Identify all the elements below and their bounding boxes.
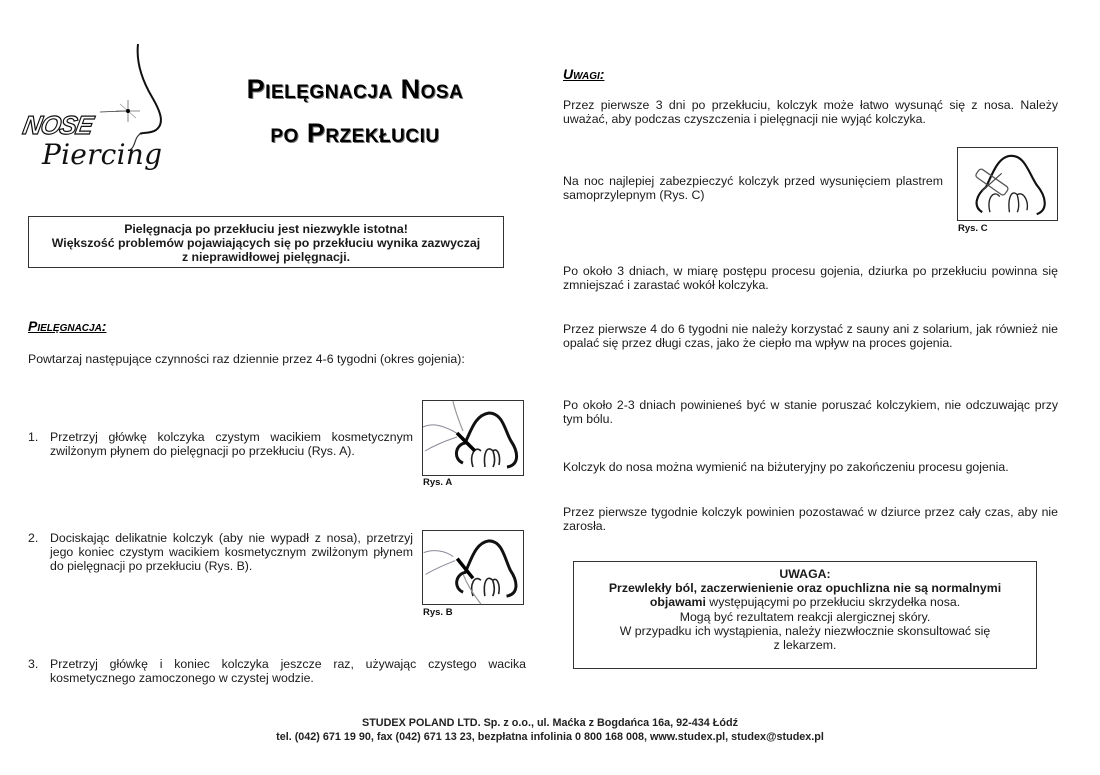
warning-bold-word: objawami xyxy=(649,595,706,610)
footer-contact-line: tel. (042) 671 19 90, fax (042) 671 13 23, bezpłatna infolinia 0 800 168 008, www.studex.pl, studex@studex.pl xyxy=(276,731,824,743)
important-line-1: Pielęgnacja po przekłuciu jest niezwykle istotna! xyxy=(124,222,408,236)
step-number: 2. xyxy=(28,531,39,545)
footer-address: STUDEX POLAND LTD. Sp. z o.o., ul. Maćka z Bogdańca 16a, 92-434 Łódź xyxy=(362,717,738,729)
warning-line-3: Mogą być rezultatem reakcji alergicznej skóry. xyxy=(679,609,931,624)
nose-piercing-logo xyxy=(20,42,180,172)
logo-piercing-text: Piercing xyxy=(42,138,162,171)
care-step xyxy=(28,657,526,685)
important-notice-box xyxy=(28,216,504,268)
warning-line-2 xyxy=(574,595,1036,609)
notes-heading: Uwagi: xyxy=(563,66,605,82)
step-text: Przetrzyj główkę i koniec kolczyka jeszcze raz, używając czystego wacika kosmetycznego zamoczonego w czystej wodzie. xyxy=(50,657,526,685)
step-number: 3. xyxy=(28,657,39,671)
footer-contact xyxy=(150,716,950,744)
note-item: Przez pierwsze 4 do 6 tygodni nie należy korzystać z sauny ani z solarium, jak również nie opalać się przez długi czas, jako że ciepło ma wpływ na proces gojenia. xyxy=(563,322,1058,350)
care-heading: Pielęgnacja: xyxy=(28,318,107,334)
note-item: Kolczyk do nosa można wymienić na biżuteryjny po zakończeniu procesu gojenia. xyxy=(563,460,1009,474)
care-step xyxy=(28,531,413,573)
note-item: Po około 3 dniach, w miarę postępu procesu gojenia, dziurka po przekłuciu powinna się zmniejszać i zarastać wokół kolczyka. xyxy=(563,264,1058,292)
note-item: Przez pierwsze 3 dni po przekłuciu, kolczyk może łatwo wysunąć się z nosa. Należy uważać, aby podczas czyszczenia i pielęgnacji nie wyjąć kolczyka. xyxy=(563,98,1058,126)
page-title-line-1: Pielęgnacja Nosa xyxy=(246,74,464,104)
care-intro: Powtarzaj następujące czynności raz dziennie przez 4-6 tygodni (okres gojenia): xyxy=(28,352,465,366)
warning-box xyxy=(573,561,1037,669)
warning-line-5: z lekarzem. xyxy=(773,638,837,653)
page-title-line-2: po Przekłuciu xyxy=(270,118,440,148)
figure-a-image xyxy=(422,400,524,476)
note-item: Przez pierwsze tygodnie kolczyk powinien pozostawać w dziurce przez cały czas, aby nie zarosła. xyxy=(563,505,1058,533)
note-item: Na noc najlepiej zabezpieczyć kolczyk przed wysunięciem plastrem samoprzylepnym (Rys. C) xyxy=(563,174,943,202)
warning-title: UWAGA: xyxy=(779,567,831,581)
figure-c-image xyxy=(957,147,1058,221)
important-line-2: Większość problemów pojawiających się po przekłuciu wynika zazwyczaj xyxy=(51,236,481,251)
note-item: Po około 2-3 dniach powinieneś być w stanie poruszać kolczykiem, nie odczuwając przy tym bólu. xyxy=(563,398,1058,426)
step-text: Przetrzyj główkę kolczyka czystym wacikiem kosmetycznym zwilżonym płynem do pielęgnacji po przekłuciu (Rys. A). xyxy=(50,430,413,458)
step-number: 1. xyxy=(28,430,39,444)
warning-rest-line: występującymi po przekłuciu skrzydełka nosa. xyxy=(705,595,961,610)
figure-b-image xyxy=(422,530,524,605)
step-text: Dociskając delikatnie kolczyk (aby nie wypadł z nosa), przetrzyj jego koniec czystym wacikiem kosmetycznym zwilżonym płynem do pielęgnacji po przekłuciu (Rys. B). xyxy=(50,531,413,573)
warning-line-4: W przypadku ich wystąpienia, należy niezwłocznie skonsultować się xyxy=(619,623,991,638)
care-step xyxy=(28,430,413,458)
figure-b-caption: Rys. B xyxy=(423,607,453,618)
important-line-3: z nieprawidłowej pielęgnacji. xyxy=(181,250,351,265)
figure-c-caption: Rys. C xyxy=(958,223,988,234)
logo-nose-text: NOSE xyxy=(20,110,96,140)
warning-bold-line: Przewlekły ból, zaczerwienienie oraz opuchlizna nie są normalnymi xyxy=(608,581,1002,596)
figure-a-caption: Rys. A xyxy=(423,477,453,488)
